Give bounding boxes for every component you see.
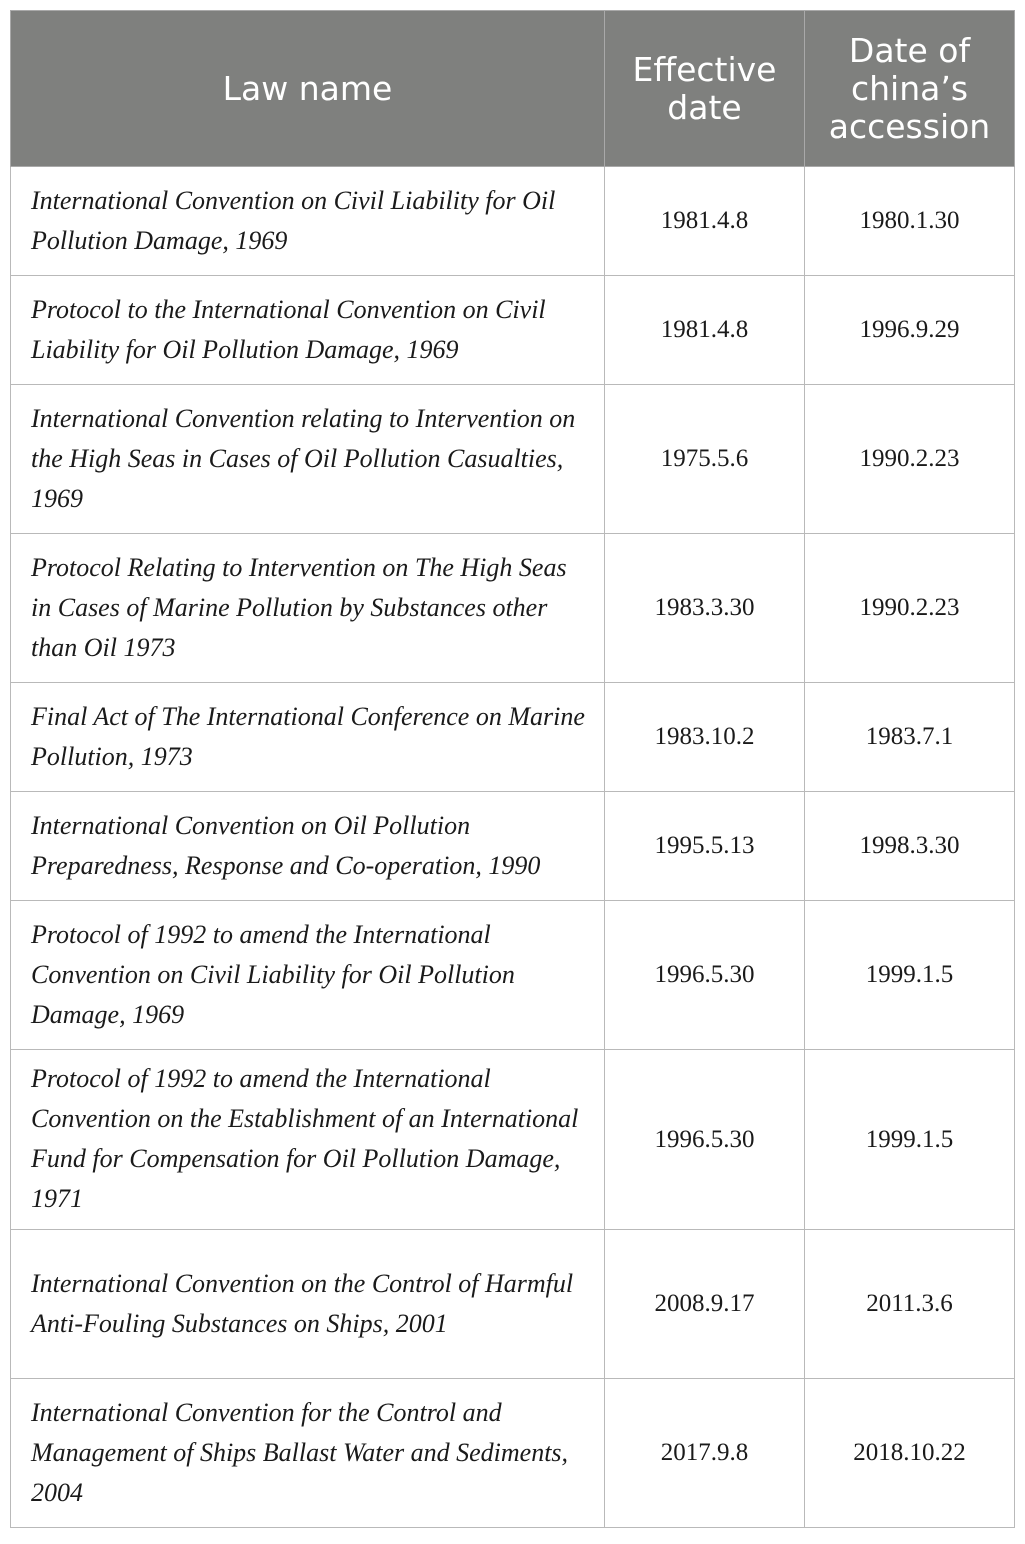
accession-date-cell: 1998.3.30	[805, 792, 1015, 901]
law-name-cell: Final Act of The International Conference on Marine Pollution, 1973	[11, 683, 605, 792]
table-row	[11, 1050, 1015, 1230]
effective-date-cell: 1996.5.30	[605, 1050, 805, 1230]
table-row	[11, 385, 1015, 534]
law-name-cell: Protocol of 1992 to amend the International Convention on Civil Liability for Oil Pollution Damage, 1969	[11, 901, 605, 1050]
table-row	[11, 1379, 1015, 1528]
header-law-name: Law name	[11, 11, 605, 167]
law-name-cell: International Convention on the Control of Harmful Anti-Fouling Substances on Ships, 2001	[11, 1230, 605, 1379]
table-row	[11, 276, 1015, 385]
law-name-cell: International Convention on Civil Liability for Oil Pollution Damage, 1969	[11, 167, 605, 276]
law-name-cell: International Convention for the Control and Management of Ships Ballast Water and Sediments, 2004	[11, 1379, 605, 1528]
table-row	[11, 683, 1015, 792]
law-name-cell: International Convention on Oil Pollution Preparedness, Response and Co-operation, 1990	[11, 792, 605, 901]
table-row	[11, 1230, 1015, 1379]
accession-date-cell: 1999.1.5	[805, 1050, 1015, 1230]
header-effective-date: Effective date	[605, 11, 805, 167]
effective-date-cell: 1981.4.8	[605, 167, 805, 276]
effective-date-cell: 1983.3.30	[605, 534, 805, 683]
header-row	[11, 11, 1015, 167]
effective-date-cell: 1995.5.13	[605, 792, 805, 901]
accession-date-cell: 1990.2.23	[805, 534, 1015, 683]
law-table	[10, 10, 1015, 1528]
table-row	[11, 901, 1015, 1050]
accession-date-cell: 1990.2.23	[805, 385, 1015, 534]
effective-date-cell: 1975.5.6	[605, 385, 805, 534]
accession-date-cell: 1983.7.1	[805, 683, 1015, 792]
table-body	[11, 167, 1015, 1528]
effective-date-cell: 1996.5.30	[605, 901, 805, 1050]
accession-date-cell: 1996.9.29	[805, 276, 1015, 385]
header-china-accession: Date of china’s accession	[805, 11, 1015, 167]
law-name-cell: Protocol of 1992 to amend the International Convention on the Establishment of an International Fund for Compensation for Oil Pollution Damage, 1971	[11, 1050, 605, 1230]
accession-date-cell: 1980.1.30	[805, 167, 1015, 276]
effective-date-cell: 2017.9.8	[605, 1379, 805, 1528]
table-header	[11, 11, 1015, 167]
effective-date-cell: 1983.10.2	[605, 683, 805, 792]
table-row	[11, 167, 1015, 276]
table-row	[11, 534, 1015, 683]
accession-date-cell: 2018.10.22	[805, 1379, 1015, 1528]
accession-date-cell: 1999.1.5	[805, 901, 1015, 1050]
table-row	[11, 792, 1015, 901]
effective-date-cell: 1981.4.8	[605, 276, 805, 385]
effective-date-cell: 2008.9.17	[605, 1230, 805, 1379]
law-name-cell: Protocol to the International Convention on Civil Liability for Oil Pollution Damage, 1969	[11, 276, 605, 385]
law-table-container	[10, 10, 1014, 1528]
accession-date-cell: 2011.3.6	[805, 1230, 1015, 1379]
law-name-cell: International Convention relating to Intervention on the High Seas in Cases of Oil Pollution Casualties, 1969	[11, 385, 605, 534]
law-name-cell: Protocol Relating to Intervention on The High Seas in Cases of Marine Pollution by Substances other than Oil 1973	[11, 534, 605, 683]
